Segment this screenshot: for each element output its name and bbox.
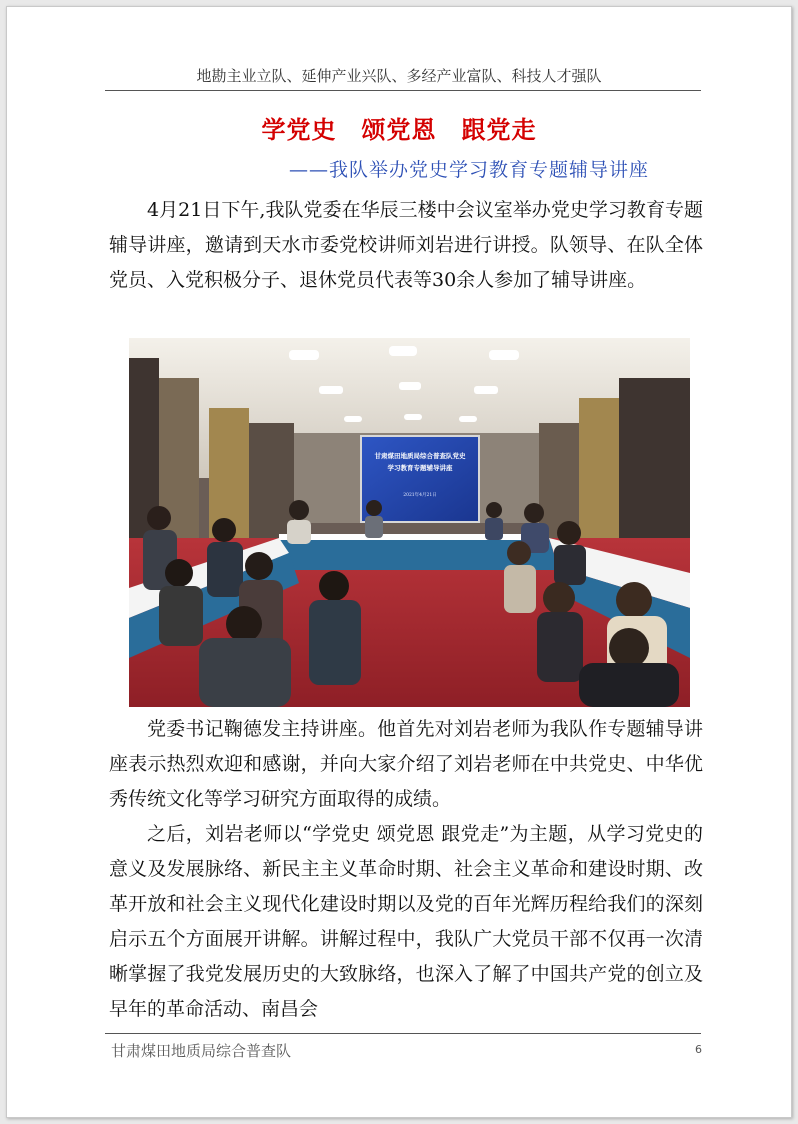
article-subtitle: ——我队举办党史学习教育专题辅导讲座 <box>289 159 650 181</box>
footer-divider <box>105 1033 701 1034</box>
paragraph-intro: 4月21日下午,我队党委在华辰三楼中会议室举办党史学习教育专题辅导讲座，邀请到天水市委党校讲师刘岩进行讲授。队领导、在队全体党员、入党积极分子、退休党员代表等30余人参加了辅导讲座。 <box>109 199 703 291</box>
screen-title-line2: 学习教育专题辅导讲座 <box>387 464 453 472</box>
header-divider <box>105 90 701 91</box>
lecture-photo <box>129 338 690 707</box>
paragraph-host: 党委书记鞠德发主持讲座。他首先对刘岩老师为我队作专题辅导讲座表示热烈欢迎和感谢，并向大家介绍了刘岩老师在中共党史、中华优秀传统文化等学习研究方面取得的成绩。 <box>109 718 703 810</box>
screen-title-line1: 甘肃煤田地质局综合普查队党史 <box>374 452 466 460</box>
screen-date: 2021年4月21日 <box>403 493 437 498</box>
footer-organization: 甘肃煤田地质局综合普查队 <box>111 1042 292 1060</box>
article-title: 学党史 颂党恩 跟党走 <box>261 115 537 144</box>
page-header-slogan: 地勘主业立队、延伸产业兴队、多经产业富队、科技人才强队 <box>196 67 602 85</box>
page-number: 6 <box>695 1043 702 1056</box>
document-page <box>6 6 792 1118</box>
paragraph-lecture: 之后，刘岩老师以“学党史 颂党恩 跟党走”为主题，从学习党史的意义及发展脉络、新民主主义革命时期、社会主义革命和建设时期、改革开放和社会主义现代化建设时期以及党的百年光辉历程给我们的深刻启示五个方面展开讲解。讲解过程中，我队广大党员干部不仅再一次清晰掌握了我党发展历史的大致脉络，也深入了解了中国共产党的创立及早年的革命活动、南昌会 <box>109 823 703 1020</box>
